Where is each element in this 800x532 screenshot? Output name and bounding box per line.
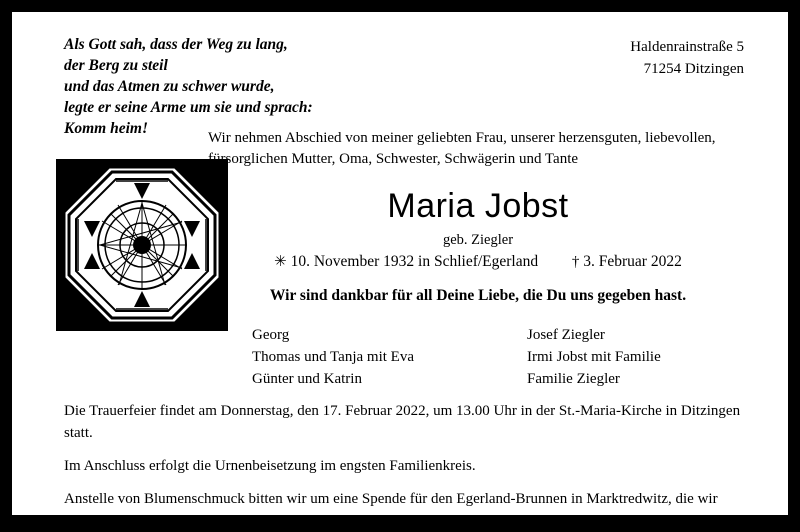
address-line-2: 71254 Ditzingen: [643, 61, 744, 77]
family-names: [252, 324, 752, 390]
octagonal-ornament-emblem-icon: [56, 159, 228, 331]
intro-text: Wir nehmen Abschied von meiner geliebten Frau, unserer herzensguten, liebevollen, fürsorglichen Mutter, Oma, Schwester, Schwägerin und Tante: [208, 130, 716, 167]
family-column-right: [477, 324, 752, 390]
deceased-name: Maria Jobst: [387, 187, 569, 225]
family-name: Georg: [252, 327, 290, 343]
address-block: [630, 36, 744, 80]
family-name: Josef Ziegler: [527, 327, 605, 343]
obituary-notice-card: [12, 12, 788, 529]
family-name: Günter und Katrin: [252, 371, 362, 387]
family-name: Irmi Jobst mit Familie: [527, 349, 661, 365]
verse-block: [64, 34, 313, 139]
verse-line-2: der Berg zu steil: [64, 57, 168, 74]
donation-paragraph: Anstelle von Blumenschmuck bitten wir um eine Spende für den Egerland-Brunnen in Marktredwitz, die wir gerne weiterleiten.: [64, 491, 718, 529]
maiden-name: geb. Ziegler: [442, 232, 514, 248]
verse-line-1: Als Gott sah, dass der Weg zu lang,: [64, 36, 288, 53]
death-date: 3. Februar 2022: [583, 253, 682, 270]
death-symbol-icon: †: [571, 254, 580, 270]
family-name: Familie Ziegler: [527, 371, 620, 387]
thanks-line: Wir sind dankbar für all Deine Liebe, die Du uns gegeben hast.: [269, 287, 687, 304]
verse-line-5: Komm heim!: [64, 120, 148, 137]
footer-text: [64, 400, 754, 532]
birth-date: 10. November 1932 in Schlief/Egerland: [290, 253, 539, 270]
family-column-left: [252, 324, 477, 390]
verse-line-4: legte er seine Arme um sie und sprach:: [64, 99, 313, 116]
family-name: Thomas und Tanja mit Eva: [252, 349, 414, 365]
verse-line-3: und das Atmen zu schwer wurde,: [64, 78, 275, 95]
ceremony-paragraph: Die Trauerfeier findet am Donnerstag, den 17. Februar 2022, um 13.00 Uhr in der St.-Maria-Kirche in Ditzingen statt.: [64, 403, 741, 441]
address-line-1: Haldenrainstraße 5: [630, 39, 744, 55]
birth-symbol-icon: ✳: [274, 254, 287, 270]
life-dates: [208, 252, 748, 271]
burial-paragraph: Im Anschluss erfolgt die Urnenbeisetzung im engsten Familienkreis.: [64, 458, 476, 474]
